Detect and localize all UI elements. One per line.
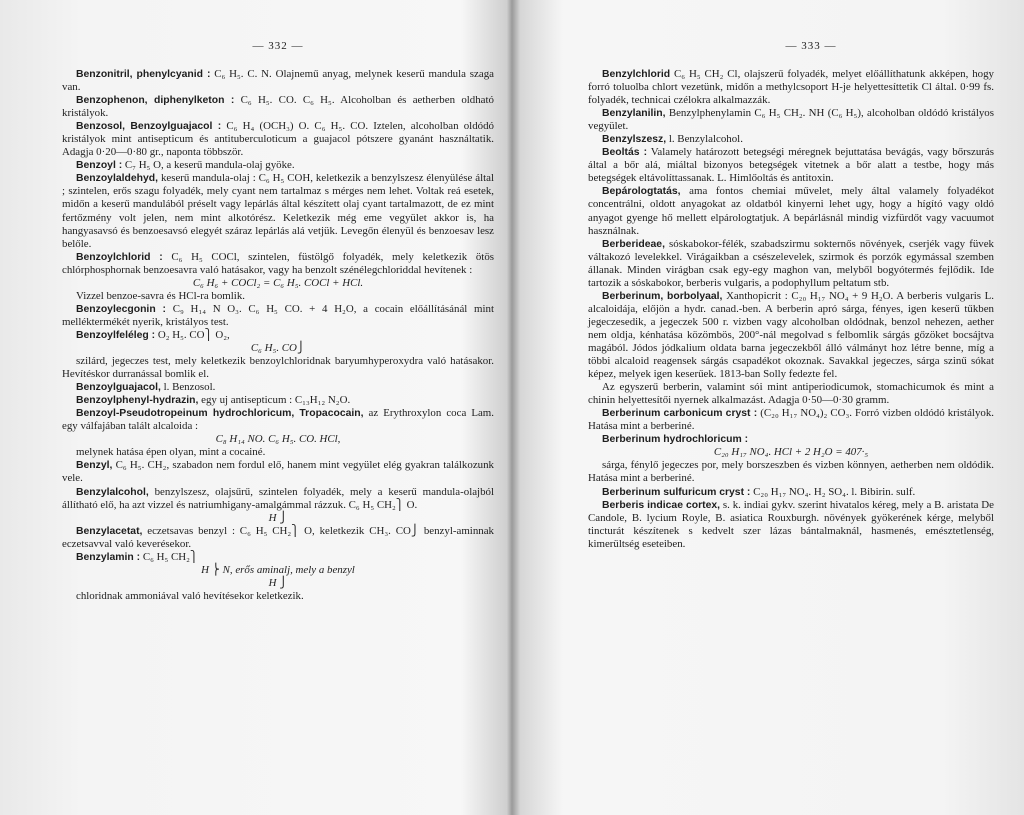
entry-body: chloridnak ammoniával való hevítésekor keletkezik.	[76, 589, 304, 602]
dictionary-entry	[62, 159, 494, 172]
entry-headword: Benzylszesz,	[602, 134, 667, 146]
entry-body: Valamely határozott betegségi méregnek bejuttatása bevágás, vagy bőrszurás által a bőr alá, miáltal bizonyos betegségek vitetnek a bőr alatt a testbe, hogy más betegségek eltávolíttassanak. L. Himlőoltás és antitoxin.	[588, 146, 994, 185]
dictionary-entry	[588, 238, 994, 290]
dictionary-entry	[588, 486, 994, 499]
entry-body: ama fontos chemiai művelet, mely által valamely folyadékot concentrálni, oldott anyagokat az oldatból kinyerni lehet ugy, hogy a hígító vagy oldó anyagot gyenge hő mellett elpárologtatjuk. A bepárlásnál mindig vizfürdőt vagy vacuumot használnak.	[588, 185, 994, 237]
entry-body: az Erythroxylon coca Lam. egy válfajában talált alcaloida :	[62, 407, 494, 433]
entry-headword: Benzyl,	[76, 460, 113, 472]
dictionary-entry	[588, 133, 994, 146]
dictionary-entry	[62, 459, 494, 485]
dictionary-entry	[62, 120, 494, 159]
dictionary-entry	[62, 303, 494, 329]
entry-body: l. Benzylalcohol.	[666, 133, 743, 146]
entry-headword: Benzoylecgonin :	[76, 303, 167, 315]
entry-headword: Benzylamin :	[76, 551, 141, 563]
entry-body: s. k. indiai gykv. szerint hivatalos kéreg, mely a B. aristata De Candole, B. lycium Royle, B. asiatica Rouxburgh. növények gyökerének kérge, melyből tincturát készítenek s kedvelt szer lázas bántalmaknál, hasmenés, emésztetlenség, kimerültség eseteiben.	[588, 498, 994, 550]
entry-body: C₆ H₅ CH₂⎫	[140, 550, 199, 563]
entry-headword: Benzylchlorid	[602, 69, 671, 80]
entry-headword: Berberinum sulfuricum cryst :	[602, 486, 751, 498]
entry-headword: Benzophenon, diphenylketon :	[76, 95, 235, 107]
entry-body: C₆ H₅. C. N. Olajnemű anyag, melynek keserű mandula szaga van.	[62, 68, 494, 94]
entry-body: Xanthopicrit : C₂₀ H₁₇ NO₄ + 9 H₂O. A berberis vulgaris L. alcaloidája, előjön a hydr. canad.-ben. A berberin apró sárga, fényes, igen keserű tűkben jegeczesedik, a jegeczek 500 r. vizben vagy alcoholban oldódnak, benzol nehezen, aether nem oldja, kénhatása közömbös, 200°-nál megolvad s felbomlik sárgás gőzöket bocsájtva magából. Jódos jódkalium oldata barna jegeczekből álló válmányt hoz létre benne, míg a többi alcaloid reagensek sárgás csapadékot okoznak. Savakkal jegeczes, sárga szinű sókat képez, melyek igen keserűek. 1813-ban Solly fedezte fel.	[588, 289, 994, 381]
entry-body: C₆ H₅. CH₂, szabadon nem fordul elő, hanem mint vegyület elég gyakran találkozunk vele.	[62, 459, 494, 485]
dictionary-entry	[588, 381, 994, 407]
entry-body: C₆ H₅. CO. C₆ H₅. Alcoholban és aetherben oldható kristályok.	[62, 94, 494, 120]
entry-headword: Benzonitril, phenylcyanid :	[76, 69, 211, 80]
dictionary-entry	[62, 355, 494, 381]
formula-line: C₈ H₁₄ NO. C₆ H₅. CO. HCl,	[215, 433, 341, 446]
entry-headword: Benzoylguajacol,	[76, 382, 161, 394]
entry-body: C₆ H₅ CH₂ Cl, olajszerű folyadék, melyet előállíthatunk akképen, hogy forró toluolba chlort vezetünk, midőn a methylcsoport H-je helyettesíttetik Cl által. 0·99 fs. folyadék, technicai czélokra alkalmazzák.	[588, 68, 994, 107]
entry-body: eczetsavas benzyl : C₆ H₅ CH₂⎫ O, keletkezik CH₃. CO⎭ benzyl-aminnak eczetsavval való keverésekor.	[62, 524, 494, 550]
entry-headword: Benzoylphenyl-hydrazin,	[76, 395, 199, 407]
formula-line: H ⎭	[268, 511, 288, 524]
formula-line: C₂₀ H₁₇ NO₄. HCl + 2 H₂O = 407·₅	[713, 446, 869, 459]
dictionary-entry	[62, 251, 494, 277]
dictionary-entry	[62, 94, 494, 120]
dictionary-entry	[62, 172, 494, 250]
dictionary-entry	[62, 394, 494, 407]
entry-body: szilárd, jegeczes test, mely keletkezik benzoylchloridnak baryumhyperoxydra való hatásakor. Hevítéskor durranással bomlik el.	[62, 355, 494, 381]
entry-headword: Benzoylchlorid :	[76, 251, 163, 263]
dictionary-entry	[62, 590, 494, 603]
dictionary-entry	[588, 407, 994, 433]
entry-body: sóskabokor-félék, szabadszirmu sokternős növények, cserjék vagy füvek váltakozó levelekkel. Virágaikban a csészelevelek, szirmok és porzók egymással szemben állanak. Minden virágban csak egy-egy maghon van, melyből bogyótermés fejlődik. Ide tartozik a sóskabokor, berberis vulgaris, a podophyllum peltatum stb.	[588, 237, 994, 289]
formula-line: H ⎬ N, erős aminalj, mely a benzyl	[201, 563, 355, 576]
formula-line: C₆ H₆ + COCl₂ = C₆ H₅. COCl + HCl.	[192, 276, 364, 289]
entry-body: Vizzel benzoe-savra és HCl-ra bomlik.	[76, 289, 245, 302]
dictionary-entry	[62, 407, 494, 433]
entry-body: O₂ H₅. CO⎫ O₂,	[155, 328, 230, 341]
entry-body: benzylszesz, olajsűrű, szintelen folyadék, mely a keserű mandula-olajból állítható elő, ha azt vizzel és natriumhigany-amalgámmal rázzuk. C₆ H₅ CH₂⎫ O.	[62, 485, 494, 511]
entry-body: Benzylphenylamin C₆ H₅ CH₂. NH (C₆ H₅), alcoholban oldódó kristályos vegyület.	[588, 107, 994, 133]
dictionary-entry	[62, 329, 494, 342]
entry-body: C₆ H₅ COCl, szintelen, füstölgő folyadék, mely keletkezik ötös chlórphosphornak benzoesavra való hatásakor, vagy ha benzolt szénélegchloriddal hevítenek :	[62, 250, 495, 276]
entry-body: C₂₀ H₁₇ NO₄. H₂ SO₄. l. Bibirin. sulf.	[750, 485, 916, 498]
left-page	[0, 0, 506, 815]
entry-headword: Benzylanilin,	[602, 108, 666, 120]
dictionary-entry	[588, 290, 994, 381]
entry-body: C₇ H₅ O, a keserű mandula-olaj gyöke.	[122, 159, 295, 172]
entry-headword: Benzylacetat,	[76, 525, 143, 537]
entry-headword: Berberideae,	[602, 238, 665, 250]
entry-headword: Berberinum hydrochloricum :	[602, 434, 749, 446]
entry-body: keserű mandula-olaj : C₆ H₅ COH, keletkezik a benzylszesz élenyülése által ; szintelen, erős szagu folyadék, mely cyant nem tartalmaz s mérges nem lehet. Voltak reá esetek, midőn a keserű mandulából préselt vagy lepárlás által készített olaj cyant tartalmazott, de ez mint fertőzmény volt jelen, nem mint alkotórész. Keletkezik még eme vegyület akkor is, ha hangyasavsó és benzoesavsó elegyét száraz lepárlás alá vetjük. Levegőn élenyül és benzoesav lesz belőle.	[62, 172, 494, 250]
entry-headword: Benzosol, Benzoylguajacol :	[76, 121, 222, 133]
dictionary-entry	[588, 185, 994, 237]
entry-headword: Benzylalcohol,	[76, 486, 149, 498]
right-page	[518, 0, 1024, 815]
dictionary-entry	[588, 146, 994, 185]
page-text	[588, 68, 994, 551]
entry-headword: Benzoyl :	[76, 160, 123, 172]
entry-headword: Bepárologtatás,	[602, 186, 681, 198]
entry-headword: Berberis indicae cortex,	[602, 499, 721, 511]
dictionary-entry	[588, 459, 994, 485]
entry-headword: Berberinum, borbolyaal,	[602, 290, 723, 302]
entry-body: egy uj antisepticum : C₁₃H₁₂ N₂O.	[198, 394, 351, 407]
entry-body: (C₂₀ H₁₇ NO₄)₂ CO₃. Forró vizben oldódó kristályok. Hatása mint a berberiné.	[588, 407, 995, 433]
page-number: — 332 —	[252, 40, 304, 52]
dictionary-entry	[62, 381, 494, 394]
entry-body: Az egyszerű berberin, valamint sói mint antiperiodicumok, stomachicumok és mint a chinin helyettesítői nyernek alkalmazást. Adagja 0·50—0·30 gramm.	[588, 381, 994, 407]
entry-headword: Benzoylaldehyd,	[76, 173, 158, 185]
entry-body: l. Benzosol.	[160, 381, 216, 394]
page-text	[62, 68, 494, 603]
page-number: — 333 —	[785, 40, 837, 52]
formula-line: H ⎭	[268, 576, 288, 589]
dictionary-entry	[588, 68, 994, 107]
dictionary-entry	[588, 433, 994, 446]
dictionary-entry	[62, 551, 494, 564]
formula-line: C₆ H₅. CO⎭	[250, 341, 306, 354]
entry-body: sárga, fénylő jegeczes por, mely borszeszben és vizben könnyen, aetherben nem oldódik. Hatása mint a berberiné.	[588, 459, 994, 485]
entry-body: C₉ H₁₄ N O₃. C₆ H₅ CO. + 4 H₂O, a cocain előállításánál mint melléktermékét nyerik, kristályos test.	[62, 302, 494, 328]
dictionary-entry	[62, 68, 494, 94]
dictionary-entry	[588, 107, 994, 133]
dictionary-entry	[62, 446, 494, 459]
entry-headword: Beoltás :	[602, 147, 648, 159]
entry-headword: Benzoylfeléleg :	[76, 329, 156, 341]
entry-body: melynek hatása épen olyan, mint a cocainé.	[76, 446, 266, 459]
entry-body: C₆ H₄ (OCH₃) O. C₆ H₅. CO. Iztelen, alcoholban oldódó kristályok mint antisepticum és antituberculoticum a guajacol pótszere gyanánt használtatik. Adagja 0·20—0·80 gr., naponta többször.	[62, 120, 494, 159]
dictionary-entry	[62, 525, 494, 551]
entry-headword: Berberinum carbonicum cryst :	[602, 408, 758, 420]
dictionary-entry	[62, 486, 494, 512]
entry-headword: Benzoyl-Pseudotropeinum hydrochloricum, Tropacocain,	[76, 408, 364, 420]
dictionary-entry	[588, 499, 994, 551]
dictionary-entry	[62, 290, 494, 303]
